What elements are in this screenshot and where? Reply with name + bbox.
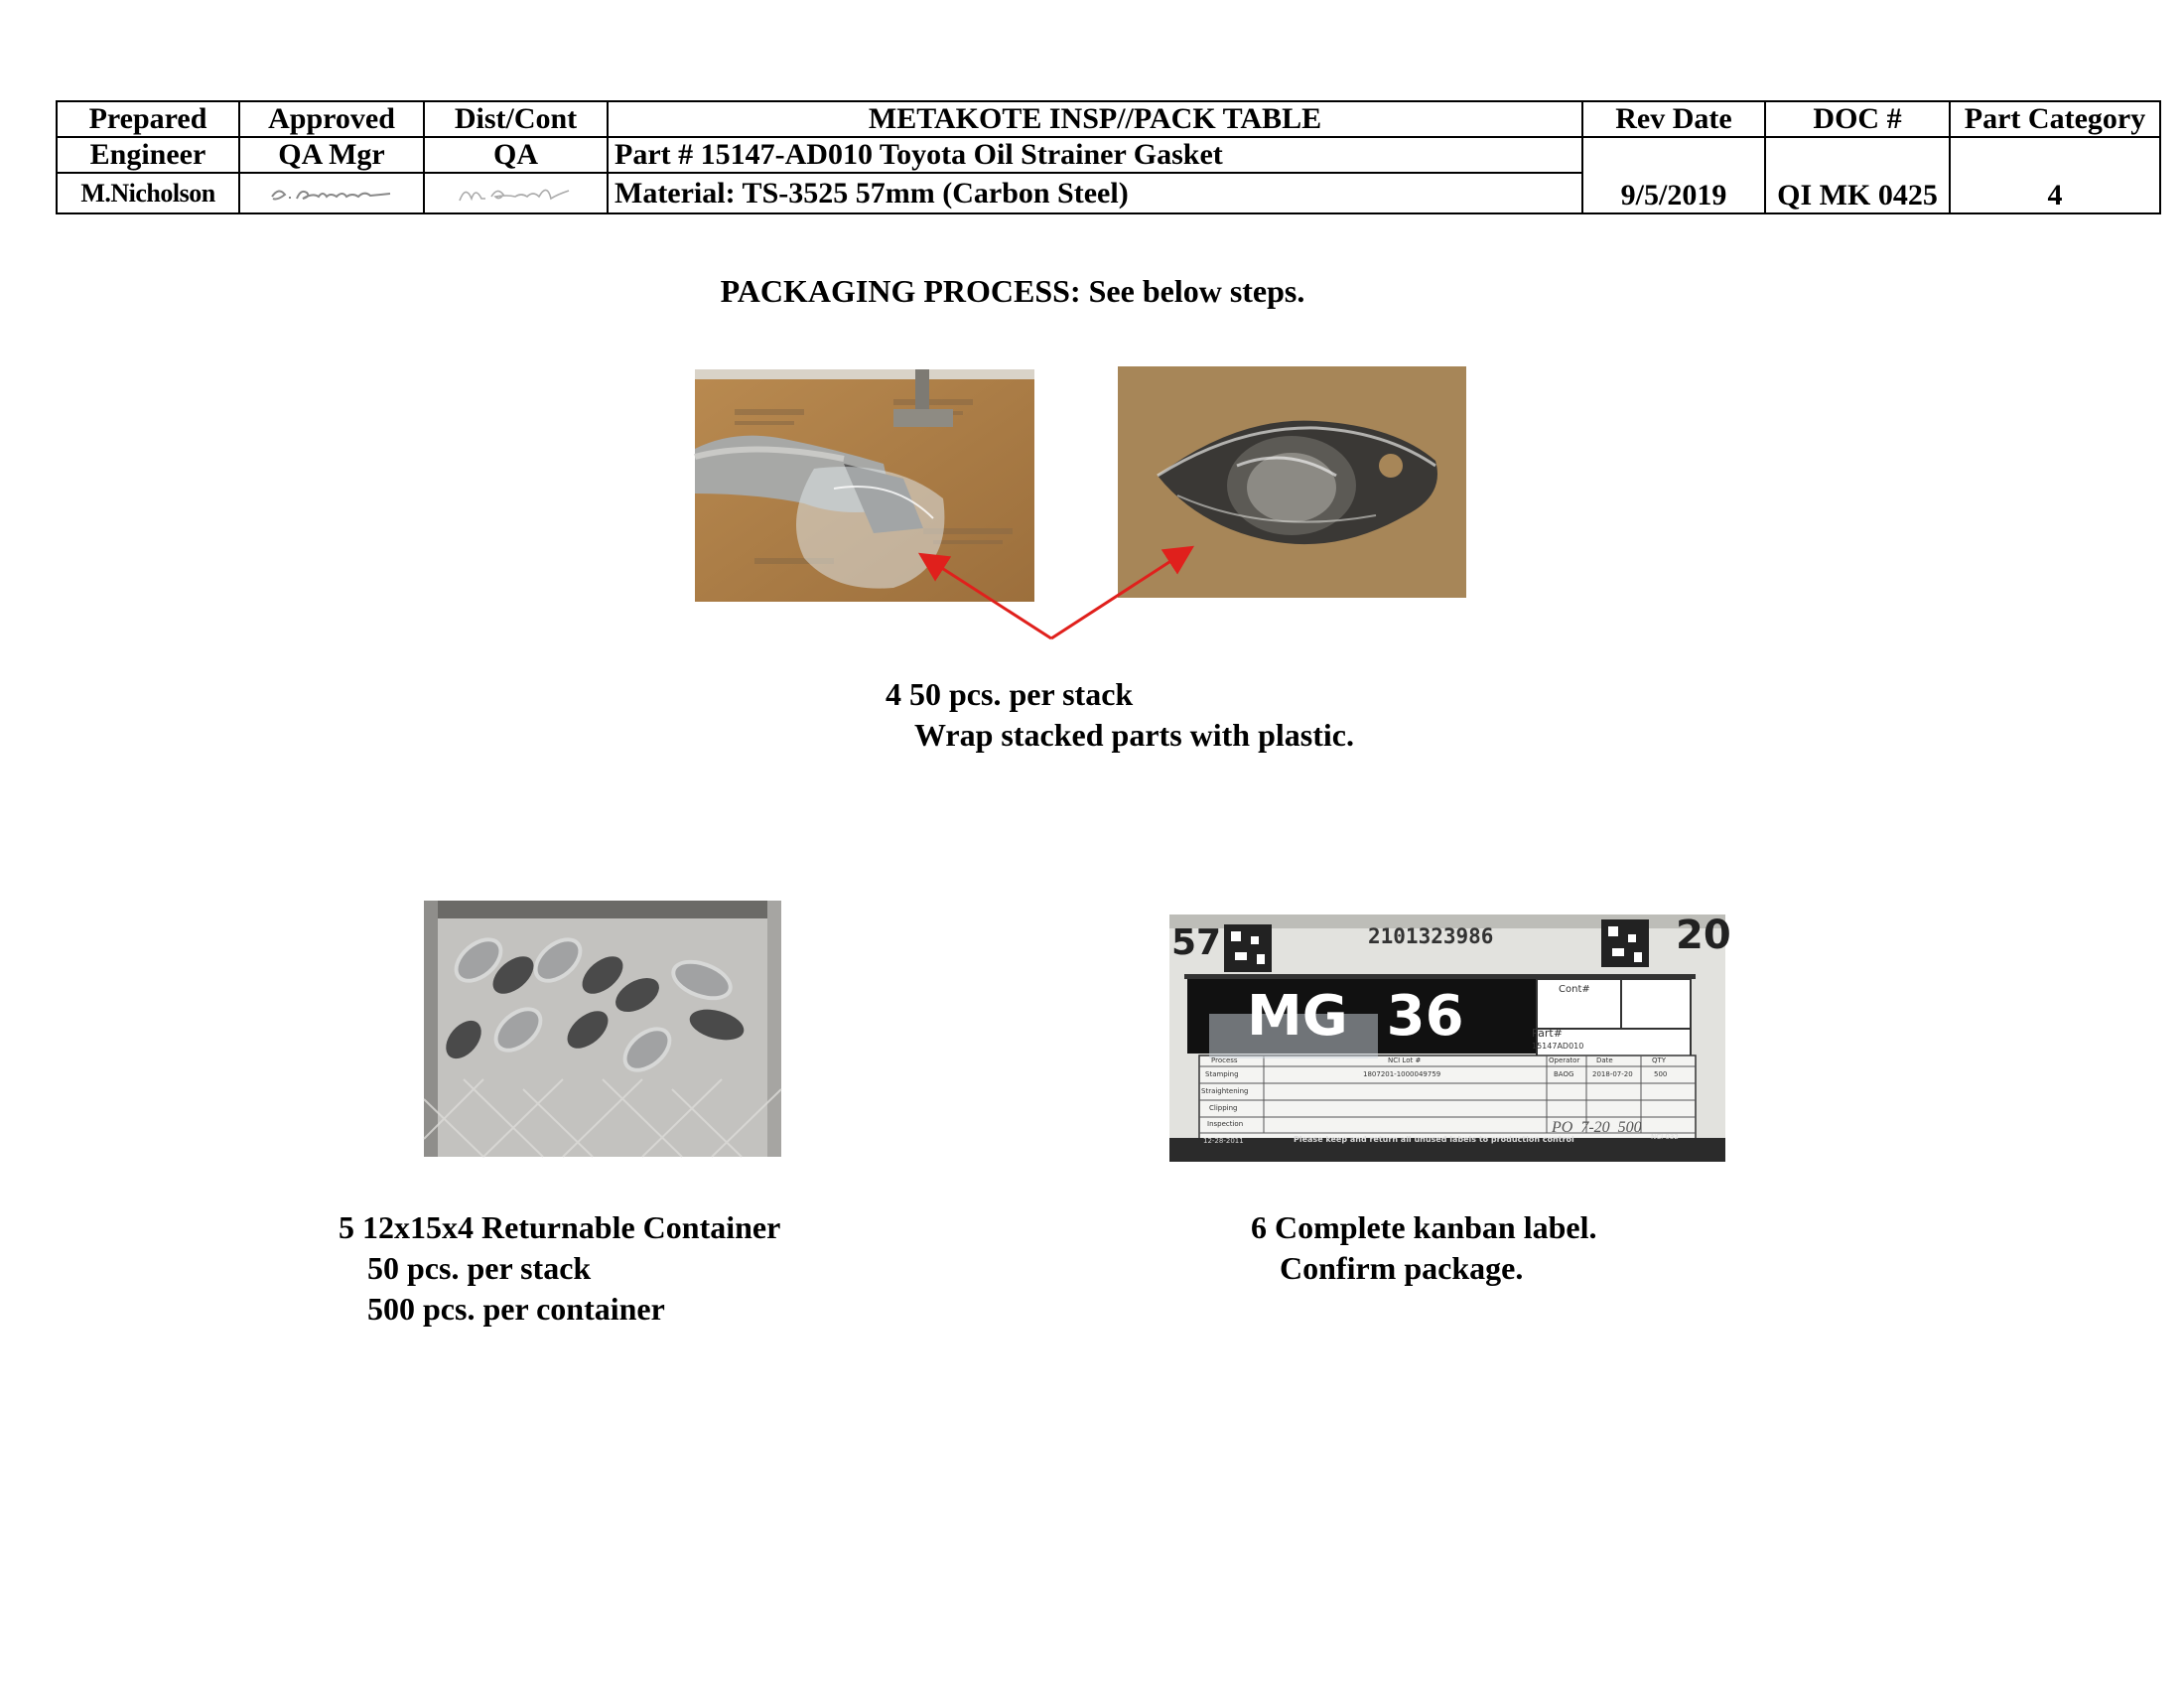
kanban-row-inspection: Inspection (1207, 1120, 1244, 1128)
part-category-value: 4 (1950, 137, 2160, 213)
kanban-footer-left: 12-28-2011 (1203, 1137, 1244, 1145)
doc-number-header: DOC # (1765, 101, 1950, 137)
step-4-line2: Wrap stacked parts with plastic. (914, 717, 1354, 753)
kanban-col-date: Date (1596, 1056, 1613, 1064)
signature-brown-image (267, 183, 396, 205)
step-5-caption (339, 1207, 780, 1330)
kanban-row1-operator: BAOG (1554, 1070, 1574, 1078)
container-photo (424, 901, 781, 1157)
step-4-number: 4 (886, 676, 901, 712)
step-4-caption (886, 674, 1354, 756)
kanban-col-operator: Operator (1549, 1056, 1580, 1064)
step-5-line3: 500 pcs. per container (367, 1291, 665, 1327)
step-6-caption (1251, 1207, 1596, 1289)
kanban-col-lot: NCI Lot # (1388, 1056, 1422, 1064)
distcont-role: QA (424, 137, 608, 173)
prepared-role: Engineer (57, 137, 239, 173)
kanban-prefix-right: 20 (1676, 913, 1731, 958)
step-4-line1: 50 pcs. per stack (909, 676, 1134, 712)
material-description: Material: TS-3525 57mm (Carbon Steel) (608, 173, 1582, 213)
kanban-row-stamping: Stamping (1205, 1070, 1239, 1078)
kanban-col-process: Process (1211, 1056, 1238, 1064)
kanban-part-number: 15147AD010 (1532, 1042, 1584, 1051)
document-title: METAKOTE INSP//PACK TABLE (608, 101, 1582, 137)
prepared-name: M.Nicholson (57, 173, 239, 213)
part-description: Part # 15147-AD010 Toyota Oil Strainer Gasket (608, 137, 1582, 173)
distcont-signature (424, 173, 608, 213)
kanban-row-clipping: Clipping (1209, 1104, 1238, 1112)
kanban-code: MG 36 (1247, 984, 1464, 1049)
kanban-handwritten: PO 7-20 500 (1552, 1119, 1642, 1136)
kanban-col-qty: QTY (1652, 1056, 1667, 1064)
prepared-header: Prepared (57, 101, 239, 137)
document-header-table (56, 100, 2161, 214)
kanban-footer-right: NCI 032 (1651, 1133, 1679, 1141)
red-arrows (893, 526, 1211, 655)
step-5-number: 5 (339, 1209, 354, 1245)
step-6-line2: Confirm package. (1280, 1250, 1524, 1286)
kanban-row-straightening: Straightening (1201, 1087, 1249, 1095)
kanban-prefix-left: 57 (1171, 922, 1222, 963)
kanban-row1-date: 2018-07-20 (1592, 1070, 1633, 1078)
kanban-row1-lot: 1807201-1000049759 (1363, 1070, 1441, 1078)
step-6-line1: Complete kanban label. (1275, 1209, 1597, 1245)
distcont-header: Dist/Cont (424, 101, 608, 137)
step-5-line1: 12x15x4 Returnable Container (362, 1209, 781, 1245)
approved-role: QA Mgr (239, 137, 424, 173)
packaging-process-title: PACKAGING PROCESS: See below steps. (720, 273, 1305, 309)
doc-number-value: QI MK 0425 (1765, 137, 1950, 213)
kanban-cont-label: Cont# (1559, 984, 1590, 995)
rev-date-value: 9/5/2019 (1582, 137, 1765, 213)
kanban-part-label: Part# (1532, 1027, 1563, 1040)
approved-signature (239, 173, 424, 213)
signature-gimelal-image (452, 181, 581, 207)
kanban-label-photo (1169, 913, 1731, 1162)
part-category-header: Part Category (1950, 101, 2160, 137)
rev-date-header: Rev Date (1582, 101, 1765, 137)
kanban-number: 2101323986 (1368, 924, 1494, 948)
approved-header: Approved (239, 101, 424, 137)
kanban-footer: Please keep and return all unused labels to production control (1294, 1135, 1574, 1144)
step-5-line2: 50 pcs. per stack (367, 1250, 592, 1286)
step-6-number: 6 (1251, 1209, 1267, 1245)
kanban-row1-qty: 500 (1654, 1070, 1668, 1078)
